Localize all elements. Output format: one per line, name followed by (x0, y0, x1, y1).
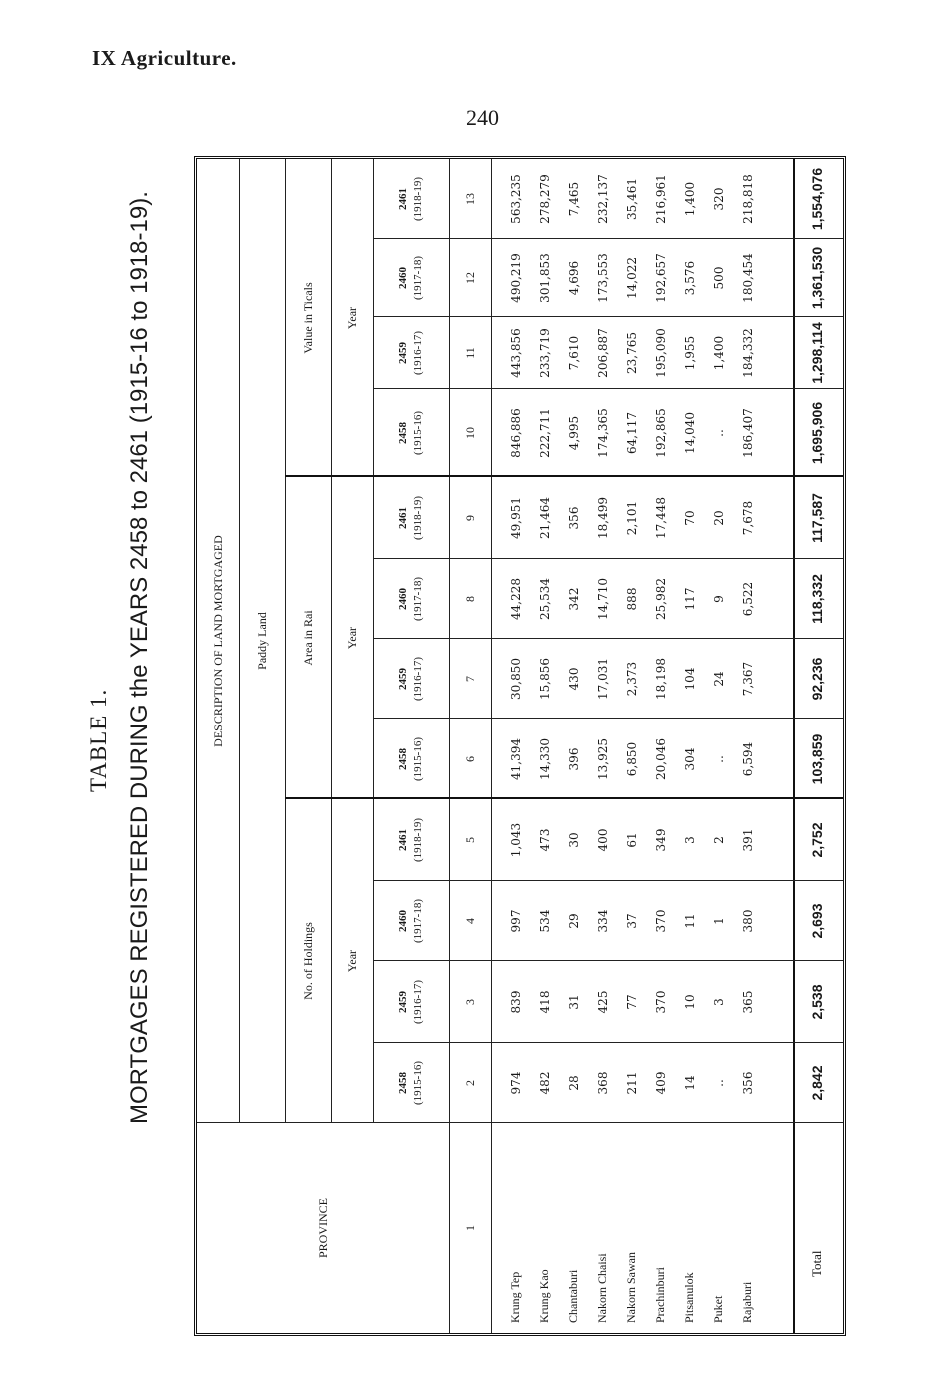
table-cell: 64,117 (624, 412, 639, 454)
year-column-header (373, 389, 449, 477)
year-column-header (373, 239, 449, 317)
table-cell: 430 (566, 667, 581, 691)
table-cell: 18,198 (653, 658, 668, 700)
total-cell: 2,538 (809, 984, 825, 1020)
table-cell: 6,850 (624, 741, 639, 777)
year-column-header (373, 961, 449, 1043)
table-cell: 278,279 (537, 174, 552, 224)
table-cell: 534 (537, 909, 552, 933)
table-cell: 61 (624, 832, 639, 848)
total-cell: 117,587 (809, 493, 825, 543)
table-cell: 233,719 (537, 328, 552, 378)
table-cell: 396 (566, 747, 581, 771)
total-cell: 118,332 (809, 574, 825, 624)
column-number: 3 (462, 999, 477, 1005)
table-cell: 25,534 (537, 578, 552, 620)
table-cell: 44,228 (508, 578, 523, 620)
total-cell: 1,298,114 (809, 322, 825, 384)
table-title: MORTGAGES REGISTERED DURING the YEARS 2458 to 2461 (1915-16 to 1918-19). (126, 191, 153, 1124)
table-cell: 473 (537, 828, 552, 852)
province-name: Krung Kao (537, 1269, 551, 1323)
year-column-header (373, 639, 449, 719)
table-cell: 563,235 (508, 174, 523, 224)
province-name: Krung Tep (508, 1271, 522, 1323)
table-cell: 15,856 (537, 658, 552, 700)
table-cell: 490,219 (508, 253, 523, 303)
year-ce: (1917-18) (412, 899, 424, 943)
table-cell: 14,040 (682, 412, 697, 454)
table-cell: 400 (595, 828, 610, 852)
table-cell: 4,696 (566, 260, 581, 296)
total-cell: 2,693 (809, 903, 825, 939)
table-cell: 1,400 (711, 335, 726, 371)
table-cell: 14 (682, 1075, 697, 1091)
year-label: Year (344, 306, 359, 330)
table-cell: 6,594 (740, 741, 755, 777)
table-cell: 18,499 (595, 497, 610, 539)
page-number: 240 (466, 105, 499, 130)
holdings-header: No. of Holdings (300, 922, 315, 1000)
table-cell: 25,982 (653, 578, 668, 620)
rule-line (793, 159, 795, 1333)
table-cell: 380 (740, 909, 755, 933)
table-cell: 370 (653, 990, 668, 1014)
province-name: Puket (711, 1295, 725, 1323)
table-cell: 974 (508, 1071, 523, 1095)
column-number: 11 (462, 347, 477, 359)
table-cell: 1 (711, 917, 726, 925)
table-cell: 41,394 (508, 738, 523, 780)
rule-line (491, 159, 492, 1333)
column-number: 10 (462, 427, 477, 439)
mortgages-table (194, 156, 846, 1336)
table-cell: 192,865 (653, 408, 668, 458)
table-cell: 443,856 (508, 328, 523, 378)
table-cell: 391 (740, 828, 755, 852)
table-cell: 356 (740, 1071, 755, 1095)
table-cell: .. (711, 429, 726, 437)
table-cell: 304 (682, 747, 697, 771)
table-cell: 20,046 (653, 738, 668, 780)
column-number: 7 (462, 676, 477, 682)
table-cell: 370 (653, 909, 668, 933)
year-be: 2460 (397, 910, 409, 932)
table-cell: 21,464 (537, 497, 552, 539)
table-cell: 6,522 (740, 581, 755, 617)
table-cell: 184,332 (740, 328, 755, 378)
table-cell: 3,576 (682, 260, 697, 296)
year-ce: (1916-17) (412, 980, 424, 1024)
table-cell: 356 (566, 506, 581, 530)
table-cell: 3 (711, 998, 726, 1006)
year-be: 2459 (397, 668, 409, 690)
table-cell: 500 (711, 266, 726, 290)
table-cell: 13,925 (595, 738, 610, 780)
table-cell: 31 (566, 994, 581, 1010)
table-cell: 1,400 (682, 181, 697, 217)
province-name: Rajaburi (740, 1281, 754, 1323)
table-cell: 409 (653, 1071, 668, 1095)
table-cell: 37 (624, 913, 639, 929)
province-name: Nakorn Sawan (624, 1252, 638, 1323)
year-be: 2461 (397, 829, 409, 851)
column-number: 4 (462, 918, 477, 924)
table-cell: 35,461 (624, 178, 639, 220)
year-ce: (1918-19) (412, 496, 424, 540)
province-header: PROVINCE (315, 1198, 330, 1259)
table-cell: 482 (537, 1071, 552, 1095)
year-column-header (373, 317, 449, 389)
year-be: 2461 (397, 188, 409, 210)
paddy-land-header: Paddy Land (254, 612, 269, 670)
table-cell: 211 (624, 1071, 639, 1095)
table-cell: 29 (566, 913, 581, 929)
year-be: 2458 (397, 422, 409, 444)
year-ce: (1916-17) (412, 657, 424, 701)
table-cell: 365 (740, 990, 755, 1014)
table-cell: 117 (682, 587, 697, 611)
total-cell: 1,554,076 (809, 167, 825, 231)
table-cell: 418 (537, 990, 552, 1014)
table-cell: 49,951 (508, 497, 523, 539)
section-label: IX Agriculture. (92, 46, 237, 70)
year-ce: (1915-16) (412, 737, 424, 781)
total-cell: 1,361,530 (809, 246, 825, 310)
year-column-header (373, 477, 449, 559)
table-cell: 320 (711, 187, 726, 211)
total-cell: 92,236 (809, 657, 825, 701)
table-cell: 14,710 (595, 578, 610, 620)
table-cell: 77 (624, 994, 639, 1010)
table-cell: .. (711, 755, 726, 763)
total-cell: 2,752 (809, 822, 825, 858)
table-cell: 997 (508, 909, 523, 933)
table-cell: 180,454 (740, 253, 755, 303)
area-header: Area in Rai (300, 610, 315, 666)
column-number: 12 (462, 272, 477, 284)
table-cell: 173,553 (595, 253, 610, 303)
table-cell: 2,101 (624, 500, 639, 536)
table-cell: 7,465 (566, 181, 581, 217)
table-cell: 425 (595, 990, 610, 1014)
year-be: 2458 (397, 1072, 409, 1094)
table-cell: 104 (682, 667, 697, 691)
table-cell: 192,657 (653, 253, 668, 303)
table-cell: 301,853 (537, 253, 552, 303)
year-ce: (1915-16) (412, 411, 424, 455)
column-number: 1 (462, 1225, 477, 1231)
table-cell: 186,407 (740, 408, 755, 458)
table-cell: 4,995 (566, 415, 581, 451)
table-cell: 17,031 (595, 658, 610, 700)
table-cell: 216,961 (653, 174, 668, 224)
year-ce: (1916-17) (412, 331, 424, 375)
province-name: Chantaburi (566, 1269, 580, 1323)
table-cell: 222,711 (537, 408, 552, 458)
table-cell: 30,850 (508, 658, 523, 700)
table-cell: 11 (682, 913, 697, 929)
table-cell: 14,022 (624, 257, 639, 299)
year-ce: (1917-18) (412, 256, 424, 300)
year-be: 2459 (397, 342, 409, 364)
table-cell: 7,367 (740, 661, 755, 697)
total-label: Total (809, 1250, 824, 1277)
table-cell: 28 (566, 1075, 581, 1091)
province-name: Nakorn Chaisi (595, 1253, 609, 1323)
year-ce: (1918-19) (412, 818, 424, 862)
table-cell: .. (711, 1079, 726, 1087)
table-cell: 3 (682, 836, 697, 844)
year-ce: (1918-19) (412, 177, 424, 221)
year-column-header (373, 159, 449, 239)
total-cell: 2,842 (809, 1065, 825, 1101)
year-label: Year (344, 626, 359, 650)
table-number: TABLE 1. (86, 688, 111, 792)
table-cell: 888 (624, 587, 639, 611)
province-name: Prachinburi (653, 1267, 667, 1323)
table-cell: 218,818 (740, 174, 755, 224)
year-column-header (373, 559, 449, 639)
table-cell: 30 (566, 832, 581, 848)
table-cell: 342 (566, 587, 581, 611)
table-cell: 1,043 (508, 822, 523, 858)
value-header: Value in Ticals (300, 282, 315, 354)
column-number: 13 (462, 193, 477, 205)
table-cell: 174,365 (595, 408, 610, 458)
year-column-header (373, 1043, 449, 1123)
table-cell: 846,886 (508, 408, 523, 458)
total-cell: 103,859 (809, 733, 825, 785)
table-cell: 1,955 (682, 335, 697, 371)
column-number: 2 (462, 1080, 477, 1086)
year-be: 2459 (397, 991, 409, 1013)
year-column-header (373, 719, 449, 799)
table-cell: 14,330 (537, 738, 552, 780)
province-name: Pitsanulok (682, 1272, 696, 1323)
total-cell: 1,695,906 (809, 401, 825, 465)
year-be: 2458 (397, 748, 409, 770)
year-ce: (1915-16) (412, 1061, 424, 1105)
table-cell: 7,678 (740, 500, 755, 536)
table-cell: 368 (595, 1071, 610, 1095)
table-cell: 9 (711, 595, 726, 603)
table-cell: 334 (595, 909, 610, 933)
year-be: 2461 (397, 507, 409, 529)
table-cell: 2 (711, 836, 726, 844)
column-number: 6 (462, 756, 477, 762)
column-number: 8 (462, 596, 477, 602)
year-column-header (373, 881, 449, 961)
table-cell: 206,887 (595, 328, 610, 378)
table-cell: 17,448 (653, 497, 668, 539)
table-cell: 2,373 (624, 661, 639, 697)
year-be: 2460 (397, 267, 409, 289)
table-cell: 20 (711, 510, 726, 526)
year-column-header (373, 799, 449, 881)
table-cell: 7,610 (566, 335, 581, 371)
table-cell: 839 (508, 990, 523, 1014)
table-cell: 70 (682, 510, 697, 526)
table-cell: 349 (653, 828, 668, 852)
year-be: 2460 (397, 588, 409, 610)
table-cell: 232,137 (595, 174, 610, 224)
year-label: Year (344, 949, 359, 973)
year-ce: (1917-18) (412, 577, 424, 621)
description-header: DESCRIPTION OF LAND MORTGAGED (210, 535, 225, 747)
table-cell: 10 (682, 994, 697, 1010)
column-number: 5 (462, 837, 477, 843)
table-cell: 195,090 (653, 328, 668, 378)
column-number: 9 (462, 515, 477, 521)
table-cell: 24 (711, 671, 726, 687)
table-cell: 23,765 (624, 332, 639, 374)
